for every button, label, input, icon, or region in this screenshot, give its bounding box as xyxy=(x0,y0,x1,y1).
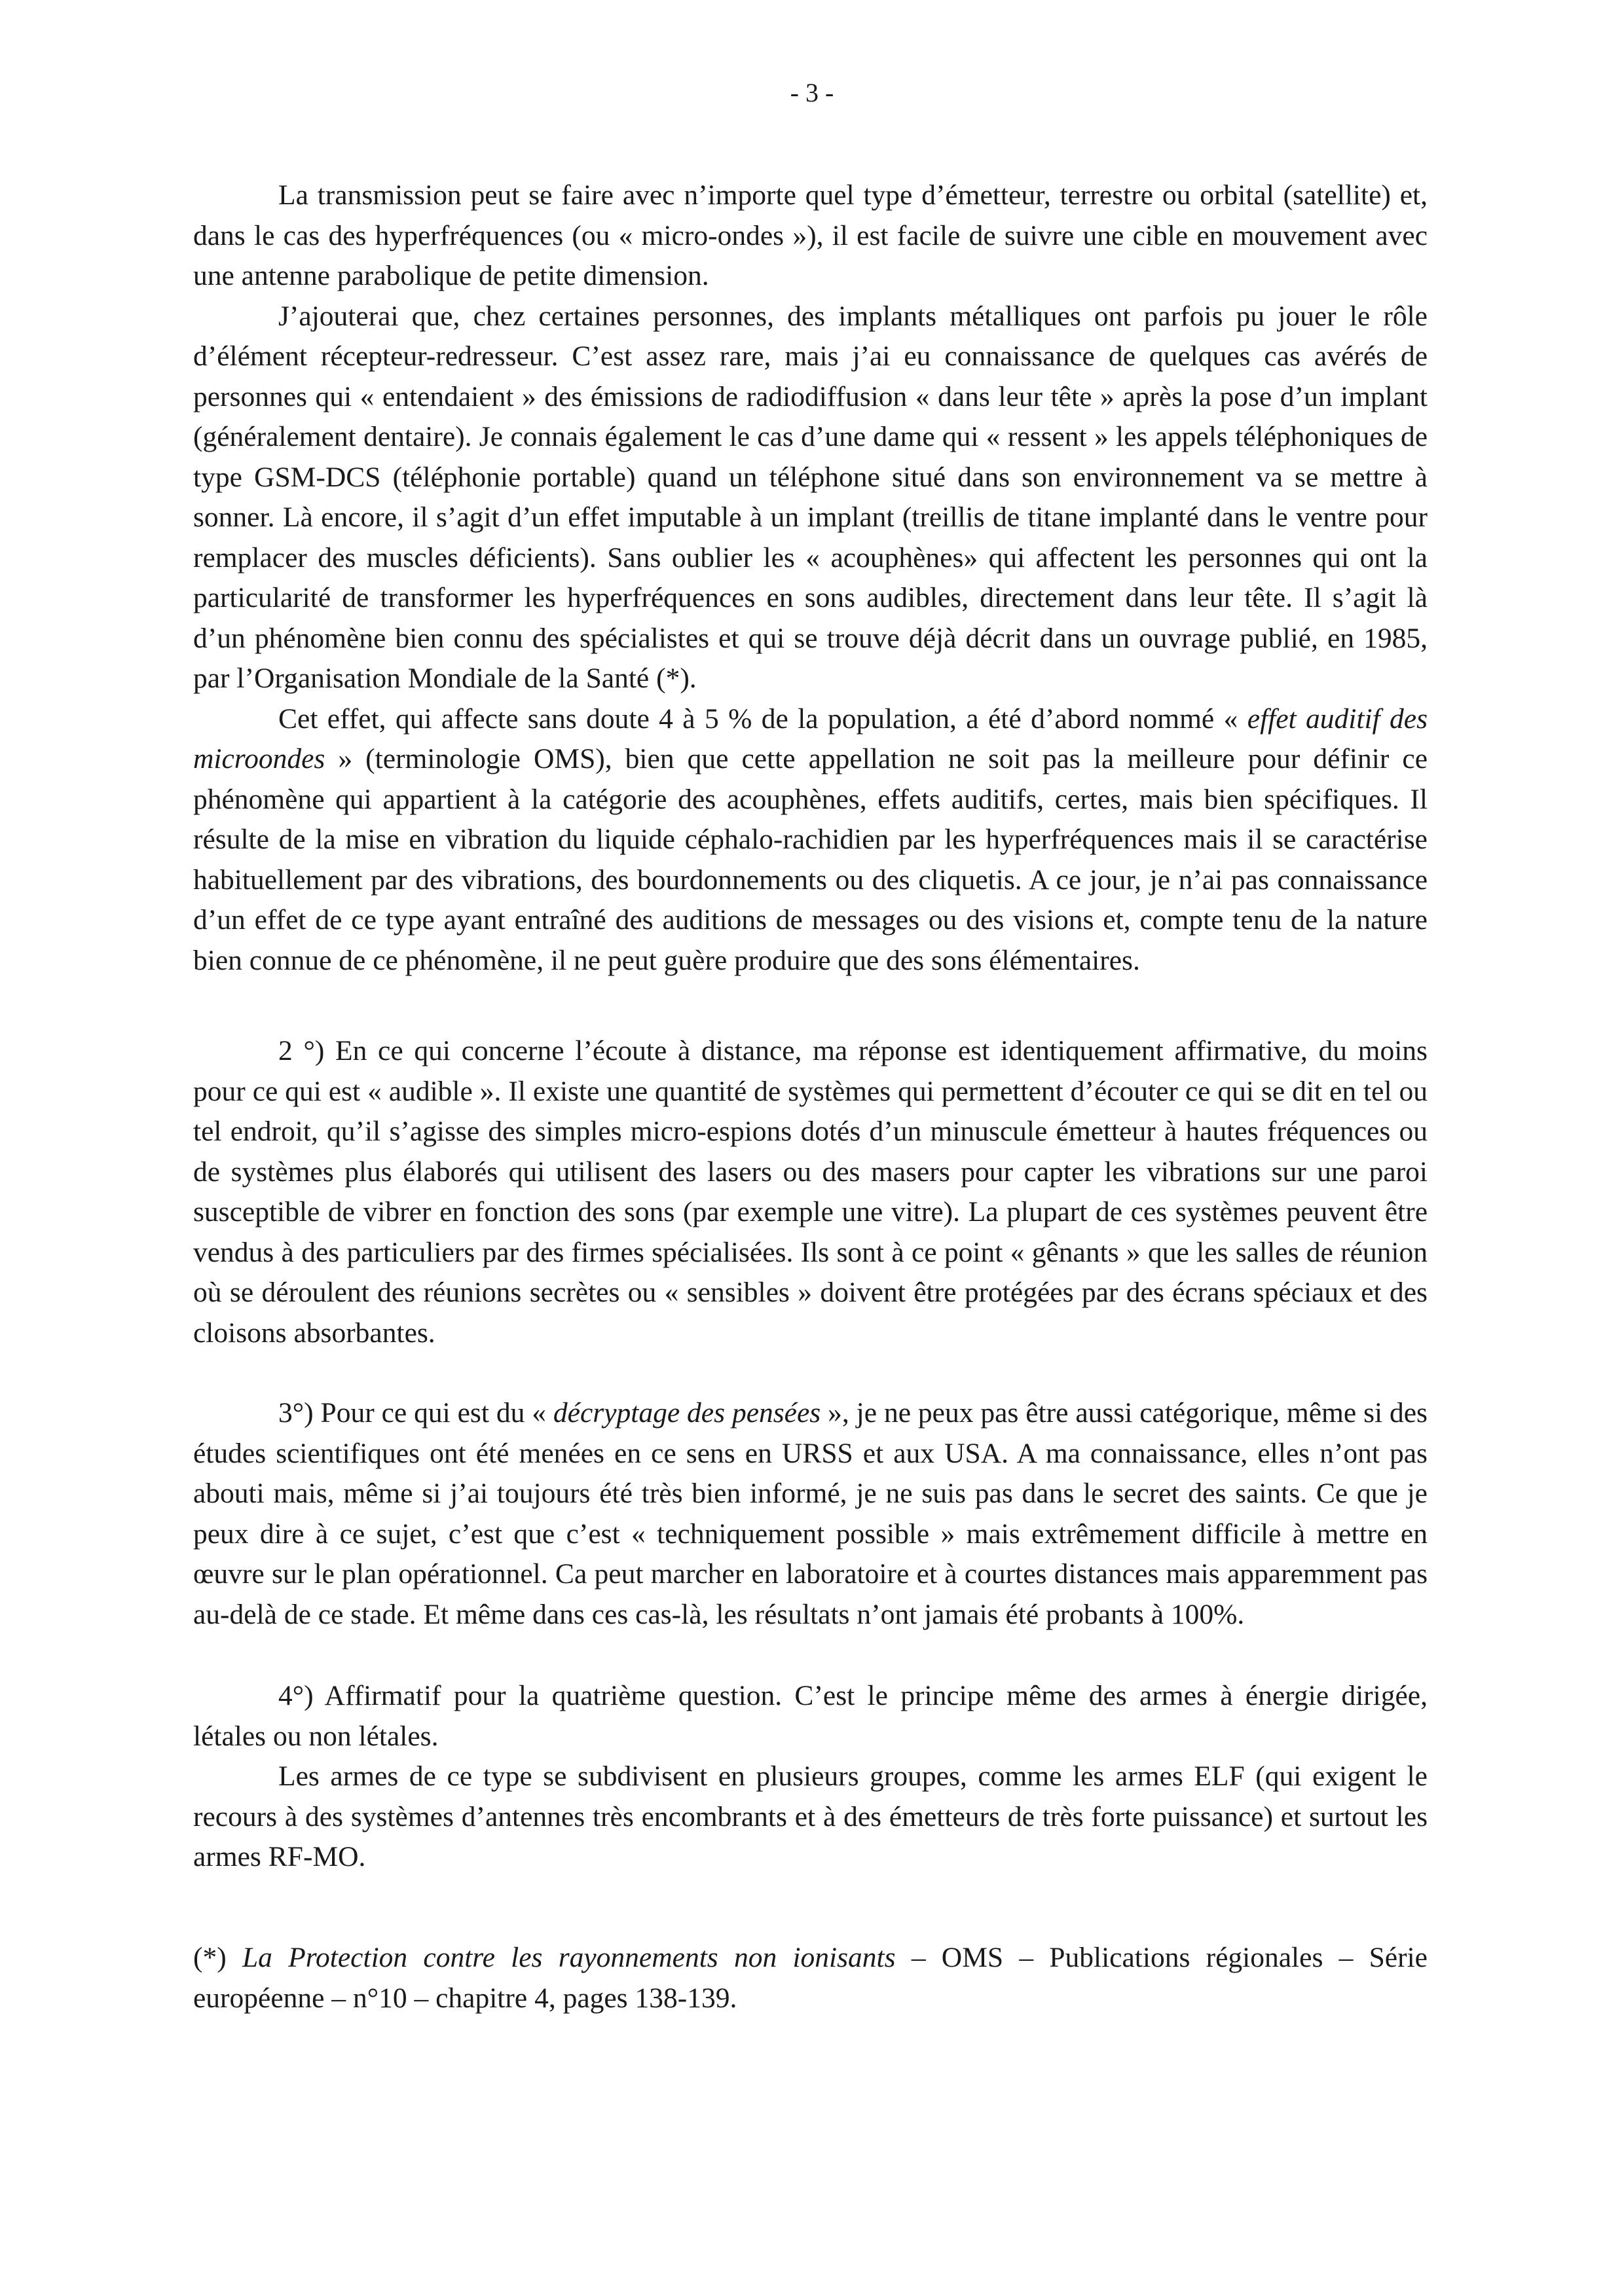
footnote-text xyxy=(193,1938,1428,2018)
text-span: », je ne peux pas être aussi catégorique, même si des études scientifiques ont été menées en ce sens en URSS et aux USA. A ma connaissance, elles n’ont pas abouti mais, même si j’ai toujours été très bien informé, je ne suis pas dans le secret des saints. Ce que je peux dire à ce sujet, c’est que c’est « techniquement possible » mais extrêmement difficile à mettre en œuvre sur le plan opérationnel. Ca peut marcher en laboratoire et à courtes distances mais apparemment pas au-delà de ce stade. Et même dans ces cas-là, les résultats n’ont jamais été probants à 100%. xyxy=(193,1397,1428,1630)
section-effects xyxy=(193,175,1428,981)
paragraph-remote-listening: 2 °) En ce qui concerne l’écoute à distance, ma réponse est identiquement affirmative, du moins pour ce qui est « audible ». Il existe une quantité de systèmes qui permettent d’écouter ce qui se dit en tel ou tel endroit, qu’il s’agisse des simples micro-espions dotés d’un minuscule émetteur à hautes fréquences ou de systèmes plus élaborés qui utilisent des lasers ou des masers pour capter les vibrations sur une paroi susceptible de vibrer en fonction des sons (par exemple une vitre). La plupart de ces systèmes peuvent être vendus à des particuliers par des firmes spécialisées. Ils sont à ce point « gênants » que les salles de réunion où se déroulent des réunions secrètes ou « sensibles » doivent être protégées par des écrans spéciaux et des cloisons absorbantes. xyxy=(193,1035,1428,1349)
italic-term: effet auditif des microondes xyxy=(193,702,1428,774)
text-span: » (terminologie OMS), bien que cette appellation ne soit pas la meilleure pour définir ce phénomène qui appartient à la catégorie des acouphènes, effets auditifs, certes, mais bien spécifiques. Il résulte de la mise en vibration du liquide céphalo-rachidien par les hyperfréquences mais il se caractérise habituellement par des vibrations, des bourdonnements ou des cliquetis. A ce jour, je n’ai pas connaissance d’un effet de ce type ayant entraîné des auditions de messages ou des visions et, compte tenu de la nature bien connue de ce phénomène, il ne peut guère produire que des sons élémentaires. xyxy=(193,743,1428,976)
paragraph-weapon-types: Les armes de ce type se subdivisent en plusieurs groupes, comme les armes ELF (qui exigent le recours à des systèmes d’antennes très encombrants et à des émetteurs de très forte puissance) et surtout les armes RF-MO. xyxy=(193,1760,1428,1872)
text-span: Cet effet, qui affecte sans doute 4 à 5 % de la population, a été d’abord nommé « xyxy=(278,702,1247,735)
footnote-title: La Protection contre les rayonnements non ionisants xyxy=(242,1942,896,1973)
paragraph-implants: J’ajouterai que, chez certaines personnes, des implants métalliques ont parfois pu jouer le rôle d’élément récepteur-redresseur. C’est assez rare, mais j’ai eu connaissance de quelques cas avérés de personnes qui « entendaient » des émissions de radiodiffusion « dans leur tête » après la pose d’un implant (généralement dentaire). Je connais également le cas d’une dame qui « ressent » les appels téléphoniques de type GSM-DCS (téléphonie portable) quand un téléphone situé dans son environnement va se mettre à sonner. Là encore, il s’agit d’un effet imputable à un implant (treillis de titane implanté dans le ventre pour remplacer des muscles déficients). Sans oublier les « acouphènes» qui affectent les personnes qui ont la particularité de transformer les hyperfréquences en sons audibles, directement dans leur tête. Il s’agit là d’un phénomène bien connu des spécialistes et qui se trouve déjà décrit dans un ouvrage publié, en 1985, par l’Organisation Mondiale de la Santé (*). xyxy=(193,300,1428,694)
section-thought-decryption xyxy=(193,1393,1428,1635)
paragraph-thought-decryption xyxy=(193,1393,1428,1635)
footnote-marker: (*) xyxy=(193,1942,242,1973)
footnote-rest: – OMS – Publications régionales – Série européenne – n°10 – chapitre 4, pages 138-139. xyxy=(193,1942,1428,2014)
paragraph-directed-energy: 4°) Affirmatif pour la quatrième question. C’est le principe même des armes à énergie dirigée, létales ou non létales. xyxy=(193,1680,1428,1752)
page-number: - 3 - xyxy=(790,78,834,107)
text-span: 3°) Pour ce qui est du « xyxy=(278,1397,553,1429)
italic-term: décryptage des pensées xyxy=(553,1397,821,1429)
section-remote-listening xyxy=(193,1031,1428,1353)
paragraph-microwave-auditory-effect xyxy=(193,699,1428,981)
footnote xyxy=(193,1938,1428,2018)
section-directed-energy xyxy=(193,1676,1428,1878)
paragraph-transmission: La transmission peut se faire avec n’importe quel type d’émetteur, terrestre ou orbital (satellite) et, dans le cas des hyperfréquences (ou « micro-ondes »), il est facile de suivre une cible en mouvement avec une antenne parabolique de petite dimension. xyxy=(193,179,1428,291)
